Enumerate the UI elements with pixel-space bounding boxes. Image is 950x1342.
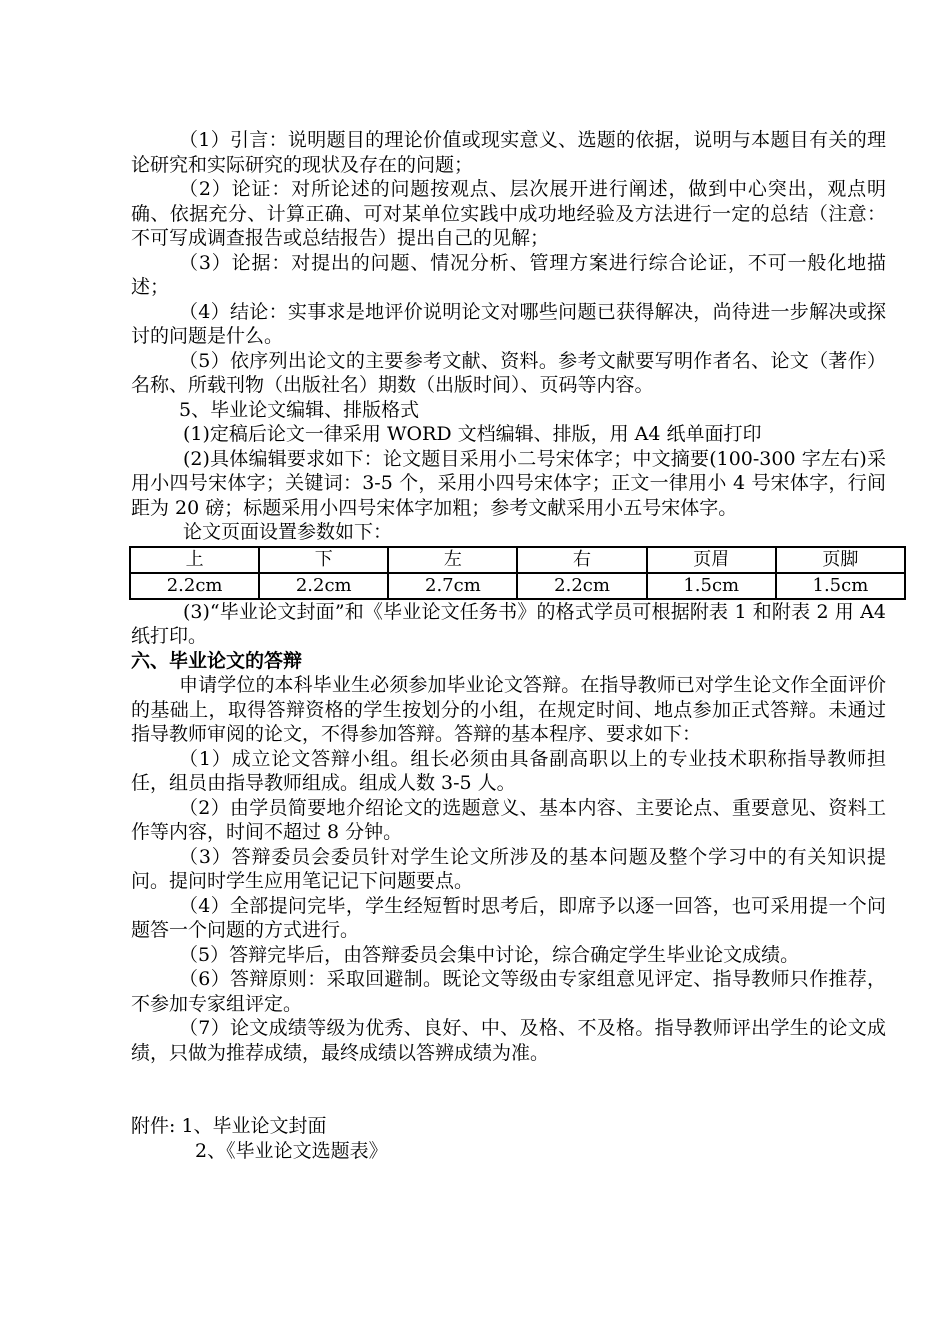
list-item: （4）全部提问完毕，学生经短暂时思考后，即席予以逐一回答，也可采用提一个问题答一个问题的方式进行。 bbox=[131, 894, 886, 941]
appendix-line-2: 2、《毕业论文选题表》 bbox=[195, 1139, 388, 1162]
paragraph-introduction: （1）引言：说明题目的理论价值或现实意义、选题的依据，说明与本题目有关的理论研究和实际研究的现状及存在的问题； bbox=[131, 129, 886, 176]
paragraph-conclusion: （4）结论：实事求是地评价说明论文对哪些问题已获得解决，尚待进一步解决或探讨的问题是什么。 bbox=[131, 300, 886, 347]
list-item: （6）答辩原则：采取回避制。既论文等级由专家组意见评定、指导教师只作推荐，不参加专家组评定。 bbox=[131, 968, 886, 1015]
page-setup-table bbox=[129, 546, 906, 600]
table-header-cell: 下 bbox=[259, 547, 388, 573]
table-header-cell: 页眉 bbox=[647, 547, 776, 573]
table-header-cell: 页脚 bbox=[776, 547, 905, 573]
paragraph-evidence: （3）论据：对提出的问题、情况分析、管理方案进行综合论证，不可一般化地描述； bbox=[131, 251, 886, 298]
appendix bbox=[131, 1114, 886, 1163]
paragraph-argument: （2）论证：对所论述的问题按观点、层次展开进行阐述，做到中心突出，观点明确、依据充分、计算正确、可对某单位实践中成功地经验及方法进行一定的总结（注意：不可写成调查报告或总结报告）提出自己的见解； bbox=[131, 178, 886, 249]
table-cell: 2.2cm bbox=[517, 573, 646, 599]
table-cell: 2.2cm bbox=[130, 573, 259, 599]
table-header-cell: 左 bbox=[388, 547, 517, 573]
list-item: （3）答辩委员会委员针对学生论文所涉及的基本问题及整个学习中的有关知识提问。提问时学生应用笔记记下问题要点。 bbox=[131, 845, 886, 892]
section-heading-defense: 六、毕业论文的答辩 bbox=[131, 649, 303, 672]
paragraph-cover-print: (3)“毕业论文封面”和《毕业论文任务书》的格式学员可根据附表 1 和附表 2 用 A4 纸打印。 bbox=[131, 600, 886, 647]
list-item: （2）由学员简要地介绍论文的选题意义、基本内容、主要论点、重要意见、资料工作等内容，时间不超过 8 分钟。 bbox=[131, 796, 886, 843]
table-cell: 1.5cm bbox=[776, 573, 905, 599]
table-row bbox=[130, 573, 905, 599]
table-caption: 论文页面设置参数如下： bbox=[183, 521, 393, 543]
subheading-formatting: 5、毕业论文编辑、排版格式 bbox=[179, 398, 420, 421]
appendix-line-1: 附件: 1、毕业论文封面 bbox=[131, 1115, 327, 1137]
table-header-cell: 右 bbox=[517, 547, 646, 573]
table-cell: 2.7cm bbox=[388, 573, 517, 599]
table-cell: 2.2cm bbox=[259, 573, 388, 599]
table-cell: 1.5cm bbox=[647, 573, 776, 599]
list-item: （5）答辩完毕后，由答辩委员会集中讨论，综合确定学生毕业论文成绩。 bbox=[179, 943, 800, 966]
paragraph-defense-intro: 申请学位的本科毕业生必须参加毕业论文答辩。在指导教师已对学生论文作全面评价的基础上，取得答辩资格的学生按划分的小组，在规定时间、地点参加正式答辩。未通过指导教师审阅的论文，不得参加答辩。答辩的基本程序、要求如下： bbox=[131, 674, 886, 745]
document-page bbox=[131, 128, 886, 1163]
paragraph-format-1: (1)定稿后论文一律采用 WORD 文档编辑、排版，用 A4 纸单面打印 bbox=[183, 423, 762, 445]
table-header-row bbox=[130, 547, 905, 573]
paragraph-references: （5）依序列出论文的主要参考文献、资料。参考文献要写明作者名、论文（著作）名称、所载刊物（出版社名）期数（出版时间）、页码等内容。 bbox=[131, 349, 886, 396]
list-item: （7）论文成绩等级为优秀、良好、中、及格、不及格。指导教师评出学生的论文成绩，只做为推荐成绩，最终成绩以答辨成绩为准。 bbox=[131, 1017, 886, 1064]
paragraph-format-2: (2)具体编辑要求如下：论文题目采用小二号宋体字；中文摘要(100-300 字左右)采用小四号宋体字；关键词：3-5 个，采用小四号宋体字；正文一律用小 4 号宋体字，行间距为 20 磅；标题采用小四号宋体字加粗；参考文献采用小五号宋体字。 bbox=[131, 447, 886, 519]
table-header-cell: 上 bbox=[130, 547, 259, 573]
list-item: （1）成立论文答辩小组。组长必须由具备副高职以上的专业技术职称指导教师担任，组员由指导教师组成。组成人数 3-5 人。 bbox=[131, 747, 886, 794]
